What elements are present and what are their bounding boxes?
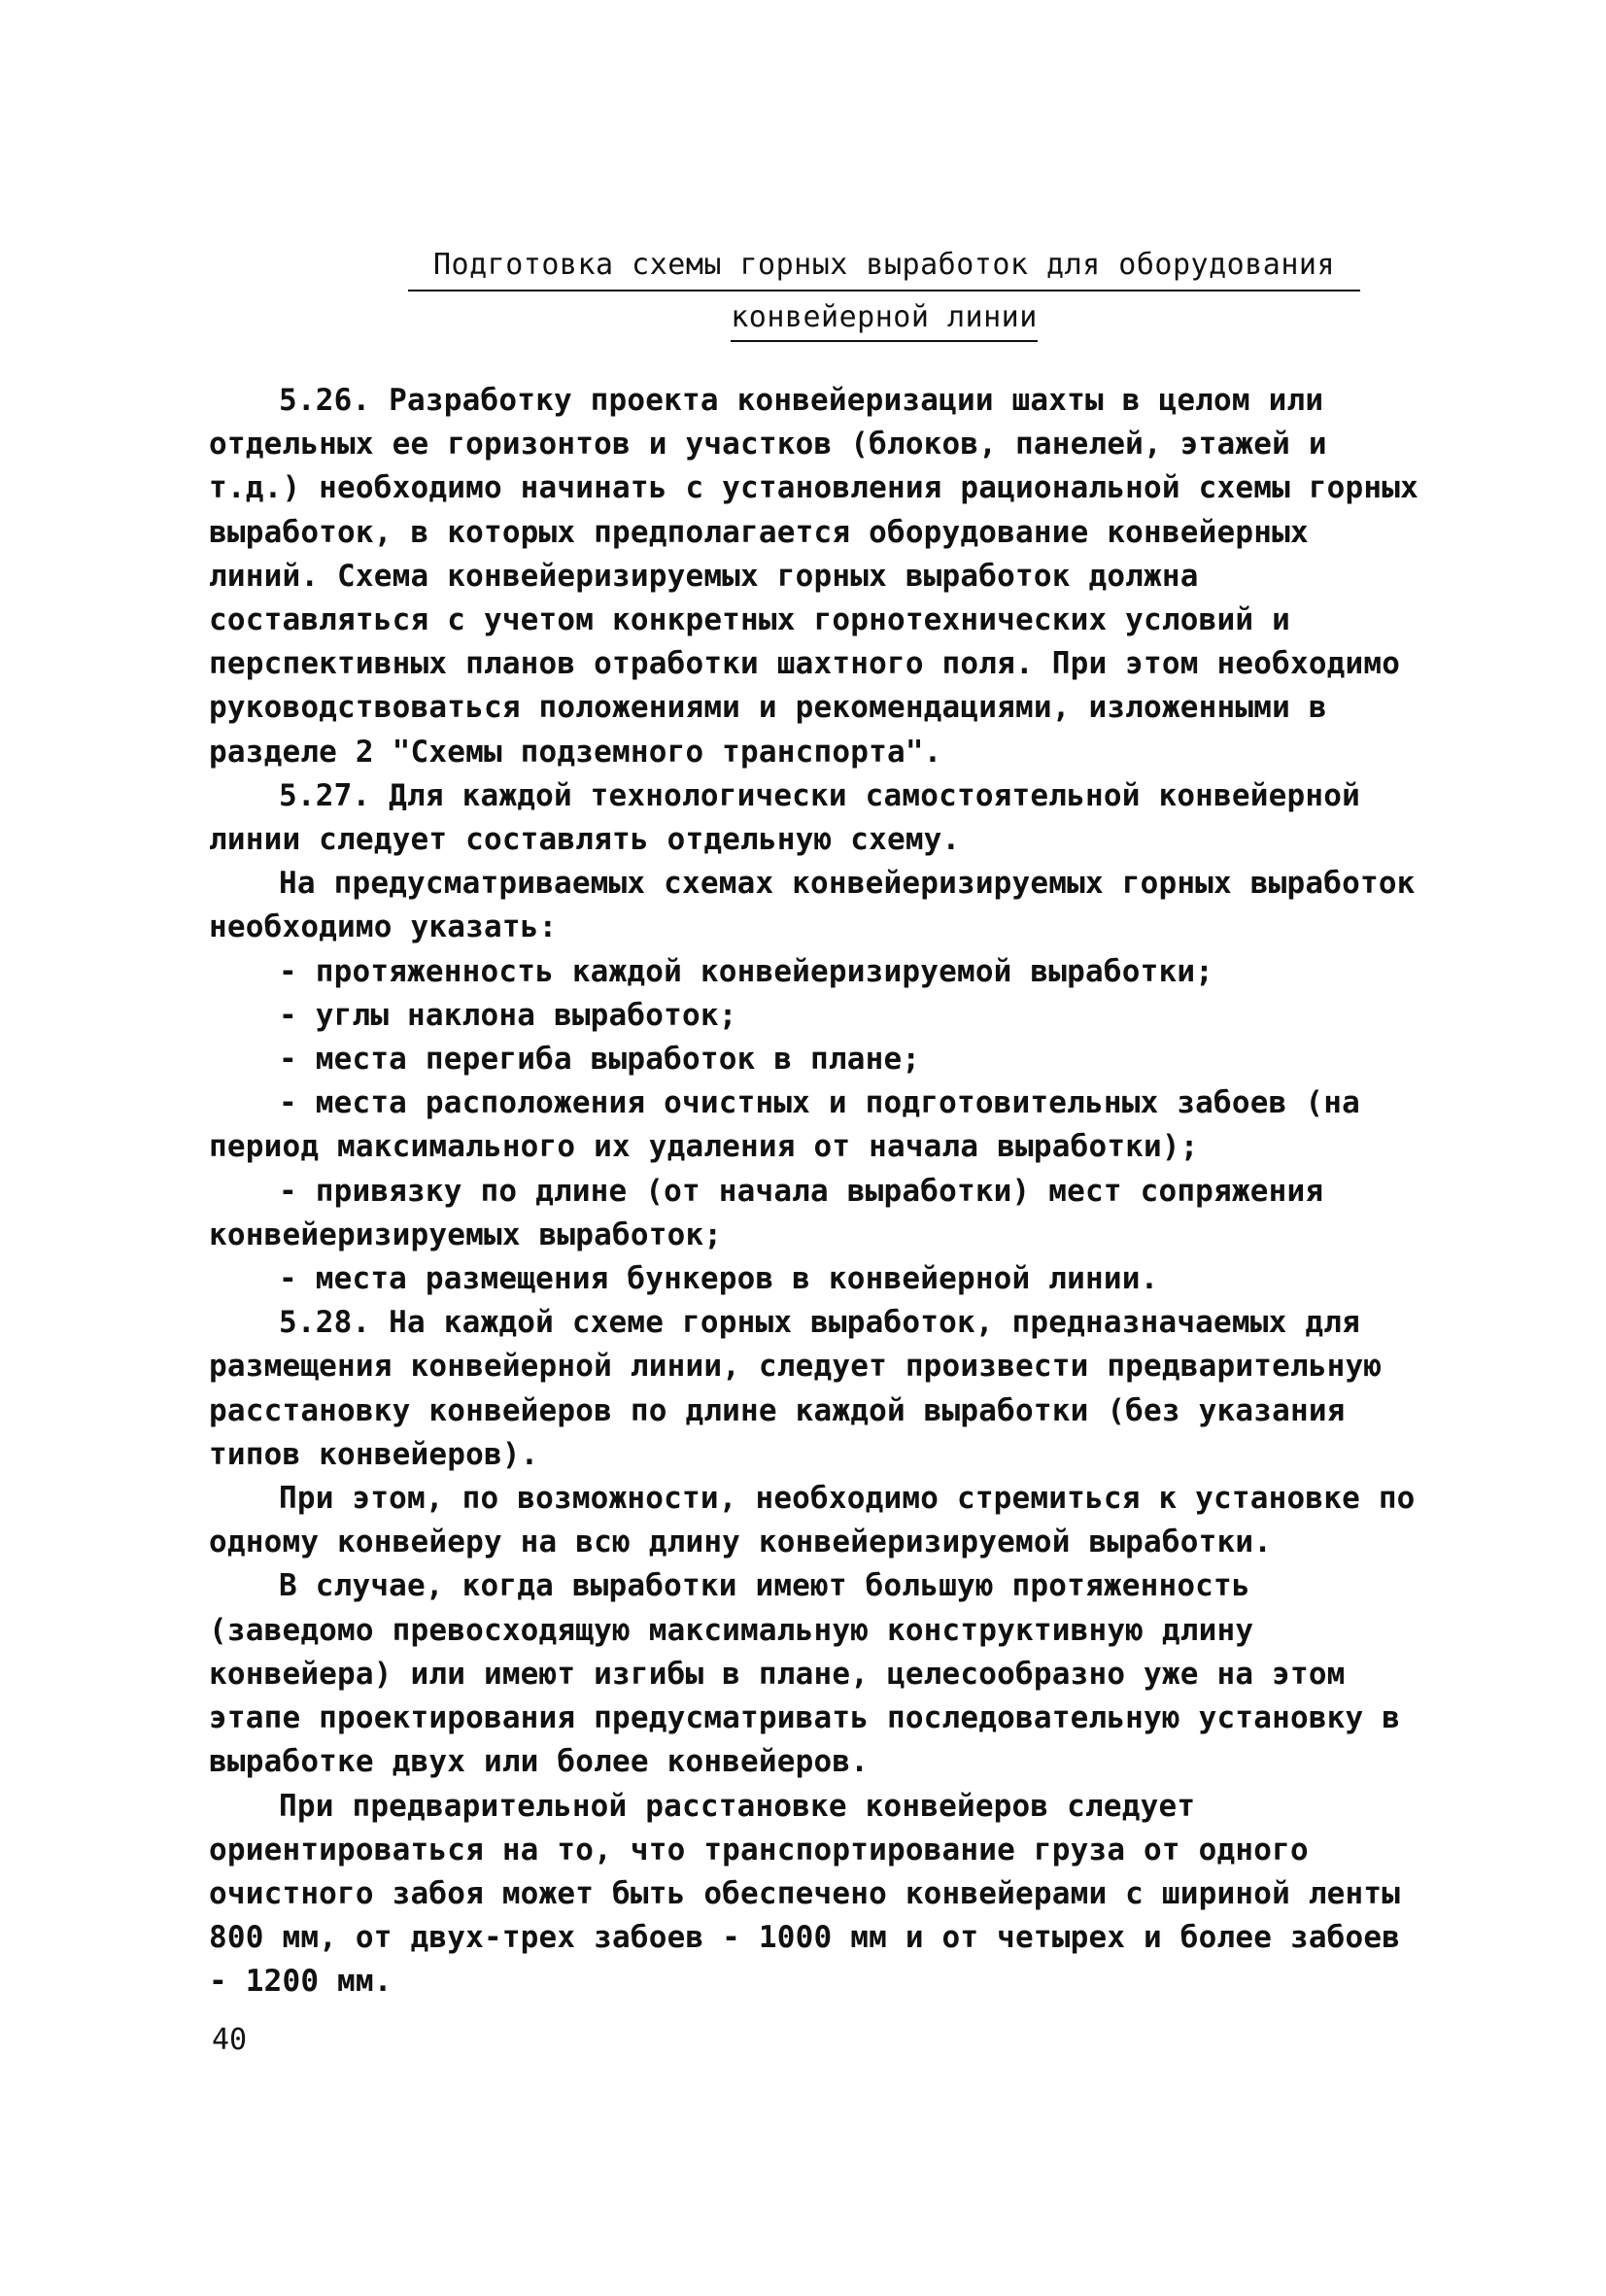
section-heading (408, 243, 1360, 342)
paragraph-5-28: 5.28. На каждой схеме горных выработок, предназначаемых для размещения конвейерной линии, следует произвести предварительную расстановку конвейеров по длине каждой выработки (без указания типов конвейеров). (209, 1305, 1401, 1472)
paragraph-long-workings: В случае, когда выработки имеют большую протяженность (заведомо превосходящую максимальную конструктивную длину конвейера) или имеют изгибы в плане, целесообразно уже на этом этапе проектирования предусматривать последовательную установку в выработке двух или более конвейеров. (209, 1568, 1419, 1780)
paragraph-belt-width: При предварительной расстановке конвейеров следует ориентироваться на то, что транспортирование груза от одного очистного забоя может быть обеспечено конвейерами с шириной ленты 800 мм, от двух-трех забоев - 1000 мм и от четырех и более забоев - 1200 мм. (209, 1788, 1419, 2000)
list-item-junctions: - привязку по длине (от начала выработки) мест сопряжения конвейеризируемых выработок; (209, 1173, 1343, 1252)
page-number: 40 (212, 2023, 248, 2057)
section-heading-line2: конвейерной линии (731, 295, 1038, 342)
paragraph-5-26: 5.26. Разработку проекта конвейеризации шахты в целом или отдельных ее горизонтов и участков (блоков, панелей, этажей и т.д.) необходимо начинать с установления рациональной схемы горных выработок, в которых предполагается оборудование конвейерных линий. Схема конвейеризируемых горных выработок должна составляться с учетом конкретных горнотехнических условий и перспективных планов отработки шахтного поля. При этом необходимо руководствоваться положениями и рекомендациями, изложенными в разделе 2 "Схемы подземного транспорта". (209, 383, 1437, 770)
paragraph-one-conveyor: При этом, по возможности, необходимо стремиться к установке по одному конвейеру на всю длину конвейеризируемой выработки. (209, 1481, 1434, 1560)
list-item-length: - протяженность каждой конвейеризируемой выработки; (279, 953, 1214, 989)
list-item-bends: - места перегиба выработок в плане; (279, 1042, 921, 1078)
paragraph-list-intro: На предусматриваемых схемах конвейеризируемых горных выработок необходимо указать: (209, 866, 1434, 945)
section-heading-line1: Подготовка схемы горных выработок для оборудования (408, 243, 1360, 291)
paragraph-5-27: 5.27. Для каждой технологически самостоятельной конвейерной линии следует составлять отдельную схему. (209, 777, 1379, 858)
document-body (209, 379, 1437, 2005)
list-item-bunkers: - места размещения бункеров в конвейерной линии. (279, 1261, 1159, 1297)
list-item-angles: - углы наклона выработок; (279, 997, 737, 1033)
list-item-faces: - места расположения очистных и подготовительных забоев (на период максимального их удаления от начала выработки); (209, 1085, 1379, 1165)
